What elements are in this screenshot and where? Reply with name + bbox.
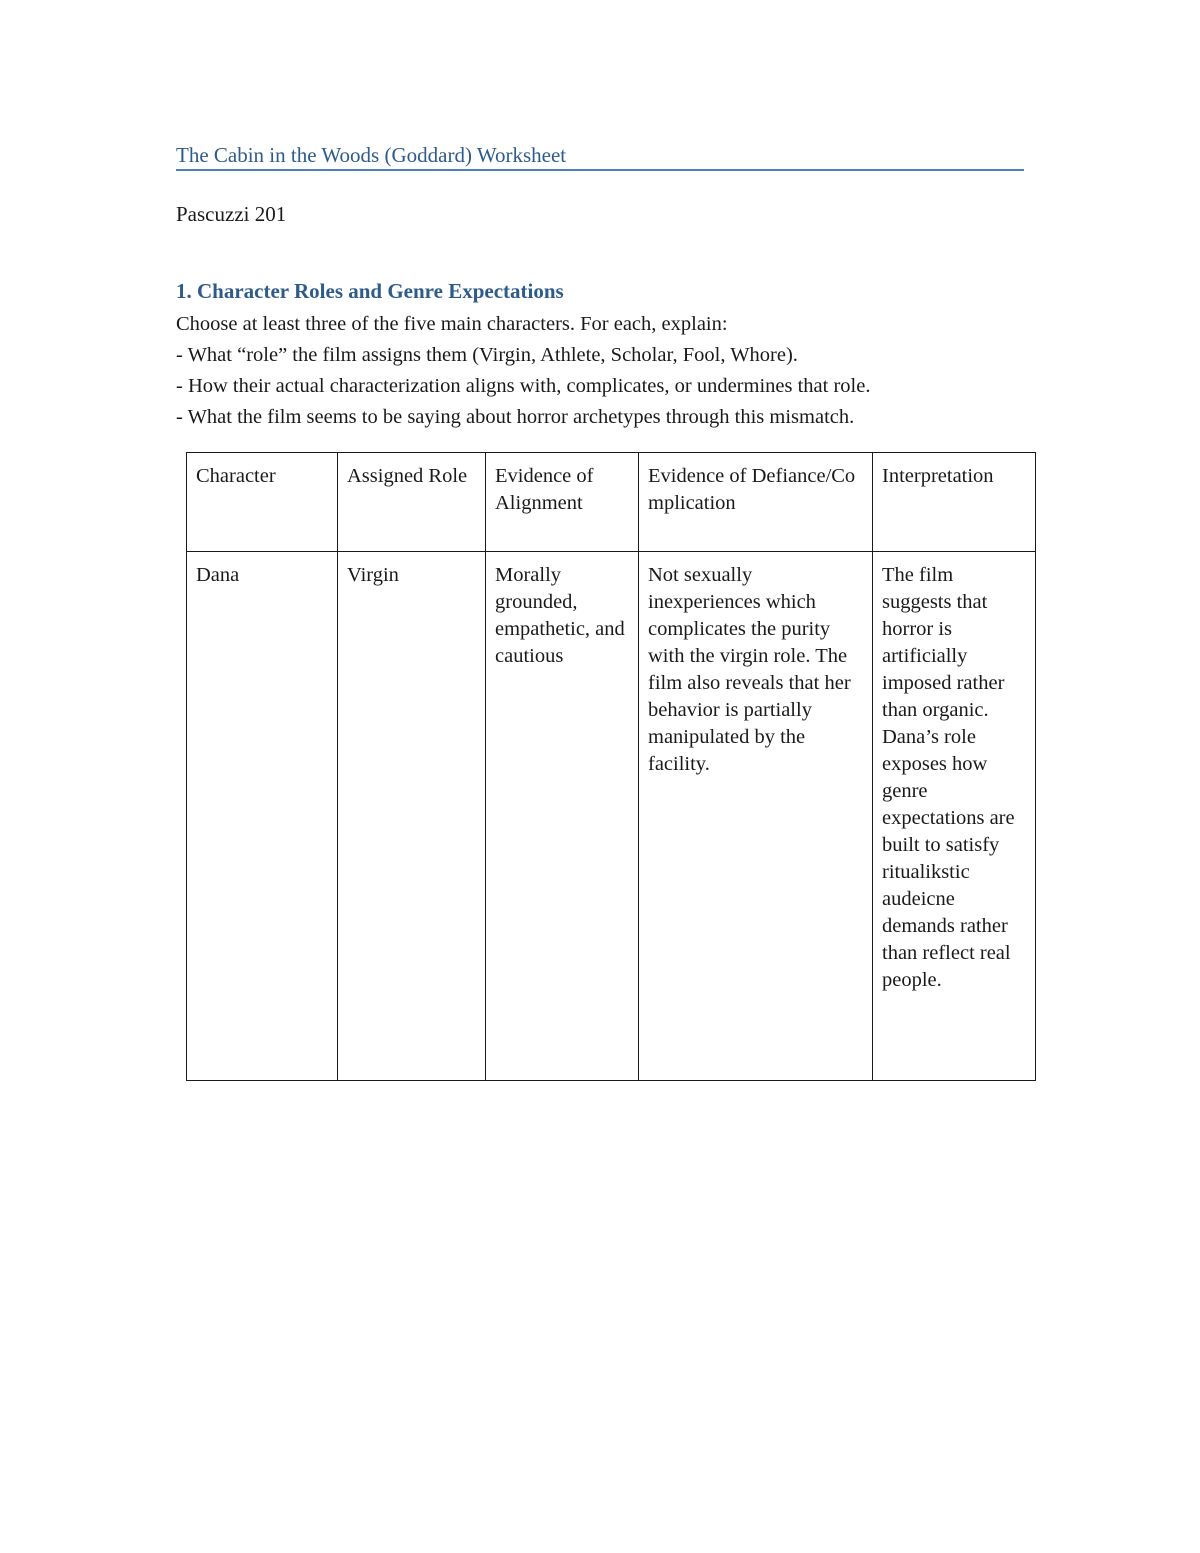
cell-character: Dana bbox=[187, 552, 338, 1081]
table-header-row bbox=[187, 453, 1036, 552]
instruction-line: - How their actual characterization aligns with, complicates, or undermines that role. bbox=[176, 375, 871, 397]
character-roles-table bbox=[186, 452, 1036, 1081]
header-assigned-role: Assigned Role bbox=[338, 453, 486, 552]
instruction-line: Choose at least three of the five main characters. For each, explain: bbox=[176, 313, 728, 335]
header-character: Character bbox=[187, 453, 338, 552]
instruction-line: - What the film seems to be saying about horror archetypes through this mismatch. bbox=[176, 406, 855, 428]
header-alignment: Evidence of Alignment bbox=[486, 453, 639, 552]
cell-alignment: Morally grounded, empathetic, and cautious bbox=[486, 552, 639, 1081]
cell-defiance: Not sexually inexperiences which complicates the purity with the virgin role. The film also reveals that her behavior is partially manipulated by the facility. bbox=[639, 552, 873, 1081]
cell-assigned-role: Virgin bbox=[338, 552, 486, 1081]
cell-interpretation: The film suggests that horror is artificially imposed rather than organic. Dana’s role exposes how genre expectations are built to satisfy ritualikstic audeicne demands rather than reflect real people. bbox=[873, 552, 1036, 1081]
section-heading: 1. Character Roles and Genre Expectations bbox=[176, 279, 564, 303]
document-title: The Cabin in the Woods (Goddard) Worksheet bbox=[176, 141, 1024, 171]
instructions-block bbox=[176, 309, 1036, 433]
header-defiance: Evidence of Defiance/Complication bbox=[639, 453, 873, 552]
table-row bbox=[187, 552, 1036, 1081]
header-interpretation: Interpretation bbox=[873, 453, 1036, 552]
instruction-line: - What “role” the film assigns them (Virgin, Athlete, Scholar, Fool, Whore). bbox=[176, 344, 798, 366]
author-line: Pascuzzi 201 bbox=[176, 202, 287, 226]
